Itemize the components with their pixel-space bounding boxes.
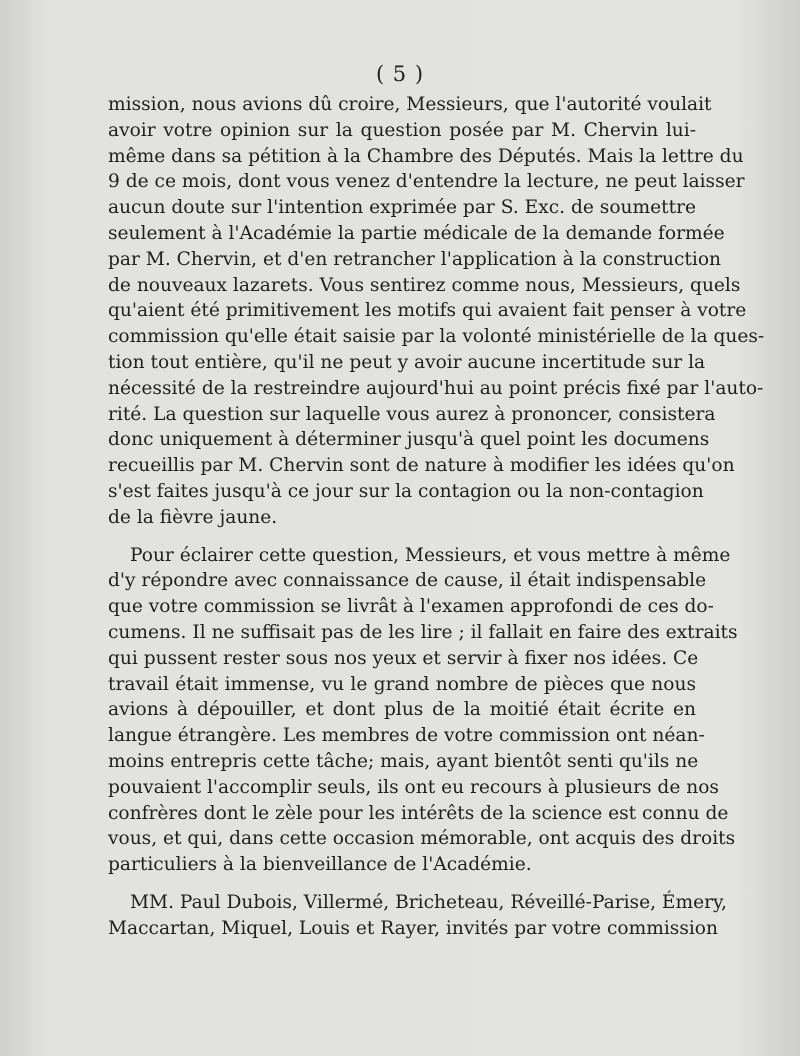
text-line: de nouveaux lazarets. Vous sentirez comme nous, Messieurs, quels xyxy=(108,274,741,296)
text-line: avoir votre opinion sur la question posée par M. Chervin lui- xyxy=(108,119,696,141)
text-line: cumens. Il ne suffisait pas de les lire ; il fallait en faire des extraits xyxy=(108,621,738,643)
paragraph-3 xyxy=(108,890,727,942)
text-line: même dans sa pétition à la Chambre des Députés. Mais la lettre du xyxy=(108,145,744,167)
page-number: ( 5 ) xyxy=(375,62,425,86)
text-line: recueillis par M. Chervin sont de nature à modifier les idées qu'on xyxy=(108,455,735,477)
text-line: mission, nous avions dû croire, Messieurs, que l'autorité voulait xyxy=(108,94,712,115)
paragraph-2 xyxy=(108,543,738,878)
text-line: d'y répondre avec connaissance de cause, il était indispensable xyxy=(108,570,707,592)
text-line: confrères dont le zèle pour les intérêts de la science est connu de xyxy=(108,802,729,824)
text-line: de la fièvre jaune. xyxy=(108,506,278,528)
text-line: par M. Chervin, et d'en retrancher l'application à la construction xyxy=(108,248,722,270)
text-line: langue étrangère. Les membres de votre commission ont néan- xyxy=(108,725,705,747)
page-body xyxy=(108,92,765,942)
text-line: rité. La question sur laquelle vous aurez à prononcer, consistera xyxy=(108,403,716,425)
text-line: vous, et qui, dans cette occasion mémorable, ont acquis des droits xyxy=(108,828,736,850)
text-line: commission qu'elle était saisie par la volonté ministérielle de la ques- xyxy=(108,326,765,348)
text-line: que votre commission se livrât à l'examen approfondi de ces do- xyxy=(108,596,714,618)
text-line: qu'aient été primitivement les motifs qui avaient fait penser à votre xyxy=(108,300,747,322)
text-line: qui pussent rester sous nos yeux et servir à fixer nos idées. Ce xyxy=(108,647,699,669)
text-line: donc uniquement à déterminer jusqu'à quel point les documens xyxy=(108,429,710,451)
text-line: nécessité de la restreindre aujourd'hui au point précis fixé par l'auto- xyxy=(108,377,764,399)
paragraph-1 xyxy=(108,92,765,531)
text-line: tion tout entière, qu'il ne peut y avoir aucune incertitude sur la xyxy=(108,351,706,373)
text-line: particuliers à la bienveillance de l'Académie. xyxy=(108,854,532,876)
text-line: s'est faites jusqu'à ce jour sur la contagion ou la non-contagion xyxy=(108,480,704,502)
text-line: seulement à l'Académie la partie médicale de la demande formée xyxy=(108,222,725,244)
text-line: moins entrepris cette tâche; mais, ayant bientôt senti qu'ils ne xyxy=(108,750,699,772)
text-line: Pour éclairer cette question, Messieurs, et vous mettre à même xyxy=(130,544,731,566)
text-line: Maccartan, Miquel, Louis et Rayer, invités par votre commission xyxy=(108,917,718,939)
text-line: pouvaient l'accomplir seuls, ils ont eu recours à plusieurs de nos xyxy=(108,776,719,798)
text-line: MM. Paul Dubois, Villermé, Bricheteau, Réveillé-Parise, Émery, xyxy=(130,891,727,913)
text-line: avions à dépouiller, et dont plus de la moitié était écrite en xyxy=(108,699,696,721)
text-line: travail était immense, vu le grand nombre de pièces que nous xyxy=(108,673,696,695)
text-line: 9 de ce mois, dont vous venez d'entendre la lecture, ne peut laisser xyxy=(108,171,745,193)
text-line: aucun doute sur l'intention exprimée par S. Exc. de soumettre xyxy=(108,197,696,219)
